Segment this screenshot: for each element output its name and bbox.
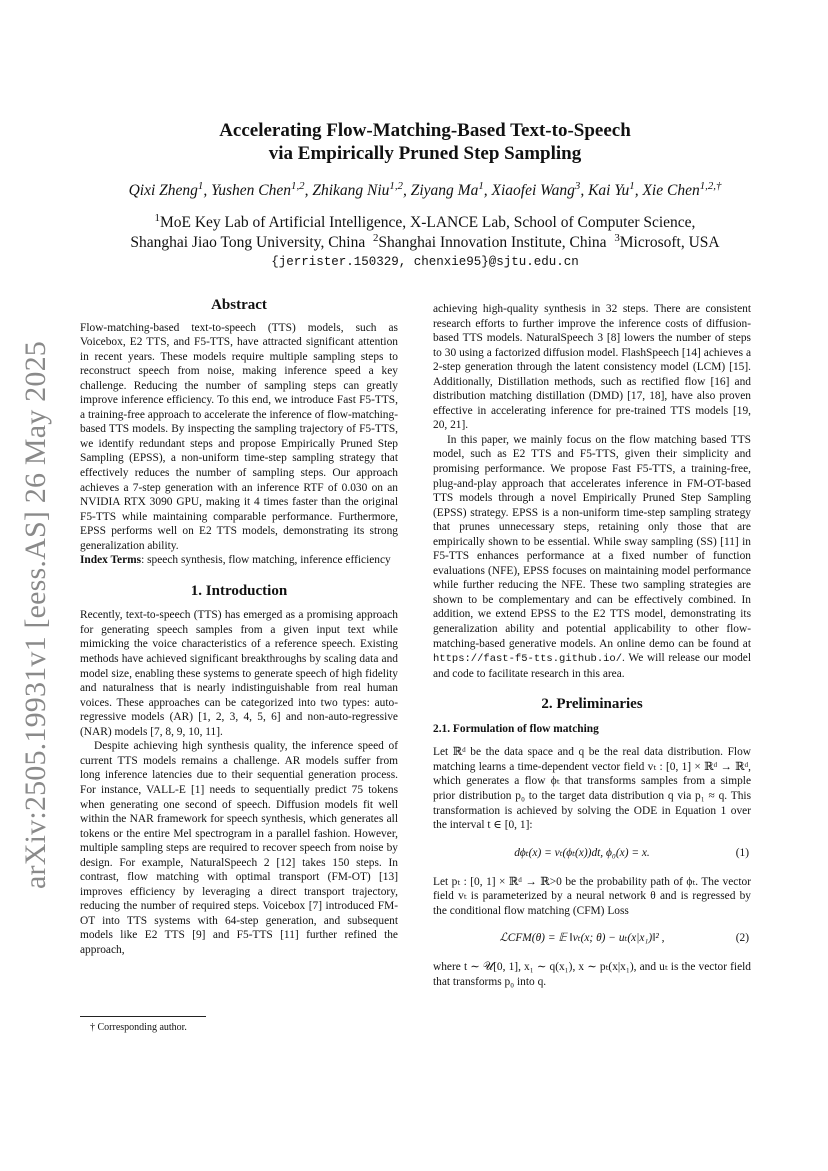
author: Zhikang Niu bbox=[312, 182, 390, 199]
equation-2-body: ℒCFM(θ) = 𝔼 ‖vₜ(x; θ) − uₜ(x|x₁)‖² , bbox=[499, 932, 665, 945]
author-affil: 1,2 bbox=[291, 179, 305, 192]
author-affil: 1 bbox=[478, 179, 484, 192]
prelim-paragraph-3: where t ∼ 𝒰[0, 1], x₁ ∼ q(x₁), x ∼ pₜ(x|x₁), and uₜ is the vector field that transforms p₀ into q. bbox=[433, 961, 751, 988]
author: Yushen Chen bbox=[211, 182, 292, 199]
author-affil: 3 bbox=[574, 179, 581, 192]
arxiv-identifier: arXiv:2505.19931v1 [eess.AS] 26 May 2025 bbox=[19, 341, 52, 889]
author: Qixi Zheng bbox=[128, 182, 198, 199]
equation-2 bbox=[433, 928, 751, 950]
equation-1-body: dϕₜ(x) = vₜ(ϕₜ(x))dt, ϕ₀(x) = x. bbox=[514, 846, 650, 859]
demo-link[interactable]: https://fast-f5-tts.github.io/ bbox=[433, 653, 623, 666]
equation-1 bbox=[433, 843, 751, 865]
abstract-heading: Abstract bbox=[211, 297, 267, 313]
author-affil: 1,2,† bbox=[699, 179, 722, 192]
footnote: † Corresponding author. bbox=[90, 1022, 187, 1033]
affiliations bbox=[80, 213, 770, 253]
title-line-2: via Empirically Pruned Step Sampling bbox=[268, 143, 582, 164]
abstract-text: Flow-matching-based text-to-speech (TTS) models, such as Voicebox, E2 TTS, and F5-TTS, have attracted significant attention in recent years. These models require multiple sampling steps to reconstruct speech from noise, making inference speed a key challenge. Reducing the number of sampling steps can greatly improve inference efficiency. To this end, we introduce Fast F5-TTS, a training-free approach to accelerate the inference of flow-matching-based TTS models. By inspecting the sampling trajectory of F5-TTS, we identify redundant steps and propose Empirically Pruned Step Sampling (EPSS), a non-uniform time-step sampling strategy that effectively reduces the number of sampling steps. Our approach achieves a 7-step generation with an inference RTF of 0.030 on an NVIDIA RTX 3090 GPU, making it 4 times faster than the original F5-TTS while maintaining comparable performance. Furthermore, EPSS performs well on E2 TTS models, demonstrating its strong generalization ability. bbox=[80, 321, 398, 552]
author: Xiaofei Wang bbox=[491, 182, 575, 199]
arxiv-sidebar bbox=[6, 341, 66, 889]
author: Xie Chen bbox=[642, 182, 700, 199]
intro-paragraph-2: Despite achieving high synthesis quality, the inference speed of current TTS models remains a challenge. AR models suffer from long inference latencies due to their sequential generation process. For instance, VALL-E [1] needs to sequentially predict 75 tokens when generating one second of speech. Diffusion models fit well within the NAR framework for speech synthesis, which generates all tokens or the entire Mel spectrogram in a parallel fashion. However, multiple sampling steps are required to recover speech from noise by design. For example, NaturalSpeech 2 [12] takes 150 steps. In contrast, flow matching with optimal transport (FM-OT) [13] improves efficiency by leveraging a direct transport trajectory, reducing the number of required steps. Voicebox [7] introduced FM-OT into TTS systems with 64-step generation, and subsequent models like E2 TTS [9] and F5-TTS [11] further refined the approach, bbox=[80, 740, 398, 956]
prelim-paragraph-1: Let ℝᵈ be the data space and q be the real data distribution. Flow matching learns a time-dependent vector field vₜ : [0, 1] × ℝᵈ → ℝᵈ, which generates a flow ϕₜ that transforms samples from a simple prior distribution p₀ to the target data distribution q via p₁ ≈ q. This transformation is achieved by solving the ODE in Equation 1 over the interval t ∈ [0, 1]: bbox=[433, 746, 751, 832]
author-affil: 1 bbox=[629, 179, 635, 192]
section-heading-introduction: 1. Introduction bbox=[190, 582, 288, 599]
paper-title bbox=[110, 119, 740, 165]
equation-1-number: (1) bbox=[735, 846, 749, 859]
equation-2-number: (2) bbox=[735, 932, 749, 945]
author: Ziyang Ma bbox=[410, 182, 479, 199]
footnote-rule bbox=[80, 1016, 206, 1017]
subsection-heading: 2.1. Formulation of flow matching bbox=[433, 722, 599, 735]
affiliation-line-1: $^1$MoE Key Lab of Artificial Intelligence, X-LANCE Lab, School of Computer Science, bbox=[154, 211, 696, 231]
author-emails: {jerrister.150329, chenxie95}@sjtu.edu.cn bbox=[271, 255, 579, 269]
author-list: Qixi Zheng$^1$, Yushen Chen$^{1,2}$, Zhikang Niu$^{1,2}$, Ziyang Ma$^1$, Xiaofei Wang$^3$, Kai Yu$^1$, Xie Chen$^{1,2,\dagger}$ bbox=[128, 179, 722, 199]
title-line-1: Accelerating Flow-Matching-Based Text-to-Speech bbox=[219, 120, 631, 141]
prelim-paragraph-2: Let pₜ : [0, 1] × ℝᵈ → ℝ>0 be the probability path of ϕₜ. The vector field vₜ is parameterized by a neural network θ and is regressed by the conditional flow matching (CFM) Loss bbox=[433, 875, 751, 917]
author: Kai Yu bbox=[588, 182, 630, 199]
intro-paragraph-3: achieving high-quality synthesis in 32 steps. There are consistent research efforts to further improve the inference costs of diffusion-based TTS models. NaturalSpeech 3 [8] lowers the number of steps to 30 using a factorized diffusion model. FlashSpeech [14] achieves a 2-step generation through the latent consistency model (LCM) [15]. Additionally, Distillation methods, such as rectified flow [16] and distribution matching distillation (DMD) [17, 18], have also proven effective in accelerating inference for pre-trained TTS models [19, 20, 21]. bbox=[433, 303, 751, 432]
index-terms bbox=[80, 553, 398, 568]
left-column bbox=[80, 298, 398, 958]
index-terms-text: : speech synthesis, flow matching, inference efficiency bbox=[141, 554, 391, 567]
index-terms-label: Index Terms bbox=[80, 554, 142, 567]
intro-paragraph-4: In this paper, we mainly focus on the flow matching based TTS model, such as E2 TTS and F5-TTS, given their simplicity and promising performance. We propose Fast F5-TTS, a training-free, plug-and-play approach that accelerates inference in FM-OT-based TTS models through a novel Empirically Pruned Step Sampling (EPSS) strategy. EPSS is a non-uniform time-step sampling strategy that prunes unnecessary steps, retaining only those that are empirically shown to be essential. While sway sampling (SS) [11] in F5-TTS enhances performance at a fixed number of function evaluations (NFE), EPSS focuses on maintaining model performance while further reducing the NFE. These two sampling strategies are shown to be complementary and can be effectively combined. In addition, we extend EPSS to the E2 TTS model, demonstrating its generalization ability and potential applicability to other flow-matching-based generative models. An online demo can be found at https://fast-f5-tts.github.io/. We will release our model and code to facilitate research in this area. bbox=[433, 433, 751, 680]
intro-paragraph-1: Recently, text-to-speech (TTS) has emerged as a promising approach for generating speech samples from a given input text while mimicking the voice characteristics of a reference speech. Existing methods have achieved significant breakthroughs by scaling data and model size, enabling these systems to generate speech of high fidelity and naturalness that is nearly indistinguishable from real human voices. These approaches can be categorized into two types: auto-regressive models (AR) [1, 2, 3, 4, 5, 6] and non-auto-regressive (NAR) models [7, 8, 9, 10, 11]. bbox=[80, 609, 398, 738]
section-heading-preliminaries: 2. Preliminaries bbox=[541, 696, 643, 713]
author-affil: 1 bbox=[197, 179, 204, 192]
right-column bbox=[433, 302, 751, 989]
affiliation-line-2: Shanghai Jiao Tong University, China $^2$Shanghai Innovation Institute, China $^3$Microsoft, USA bbox=[130, 231, 720, 251]
author-affil: 1,2 bbox=[389, 179, 403, 192]
